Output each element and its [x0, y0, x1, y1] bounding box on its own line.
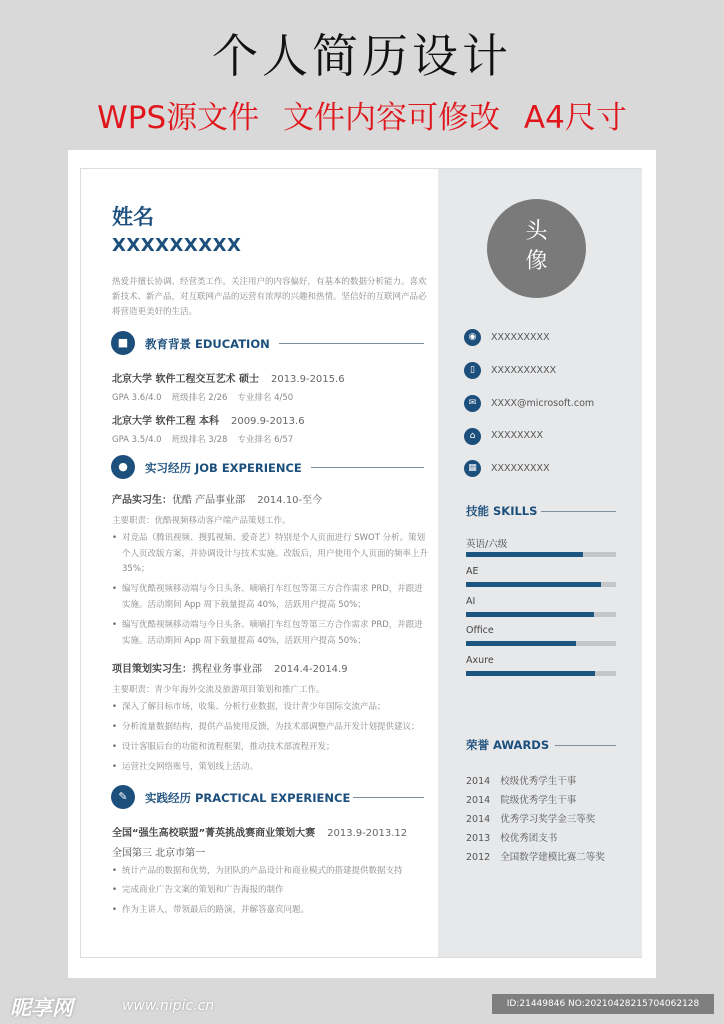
email-icon: ✉	[464, 395, 481, 412]
award-year: 2012	[466, 852, 491, 863]
award-text: 全国数学建模比赛二等奖	[500, 852, 605, 863]
right-column	[438, 169, 642, 957]
skills-divider	[541, 511, 616, 512]
avatar-text-2: 像	[525, 249, 548, 274]
home-icon: ⌂	[464, 428, 481, 445]
contact-phone: XXXXXXXXXX	[491, 365, 557, 376]
award-year: 2014	[466, 814, 491, 825]
practice-bullet: • 完成商业广告文案的策划和广告海报的制作	[112, 883, 430, 899]
skill-bar	[466, 582, 616, 587]
skill-bar-fill	[466, 582, 601, 587]
award-year: 2014	[466, 776, 491, 787]
award-item	[466, 849, 605, 863]
phone-icon: ▯	[464, 362, 481, 379]
job-role: 项目策划实习生：	[112, 664, 192, 675]
resume-name: 姓名	[112, 205, 154, 229]
job-dates: 2014.10-至今	[257, 495, 323, 506]
practice-name: 全国“强生高校联盟”菁英挑战赛商业策划大赛	[112, 828, 316, 839]
job-company: 优酷 产品事业部	[172, 495, 246, 506]
award-item	[466, 792, 576, 806]
person-icon: ●	[111, 455, 135, 479]
job-bullet: • 编写优酷视频移动端与今日头条、嘀嘀打车红包等第三方合作需求 PRD，并跟进实施。活动期间 App 周下载量提高 40%，活跃用户提高 50%；	[112, 582, 430, 613]
watermark-id: ID:21449846 NO:20210428215704062128	[492, 994, 714, 1014]
edu-gpa: GPA 3.6/4.0	[112, 393, 162, 403]
job-entry-1-head	[112, 491, 322, 506]
skill-bar-fill	[466, 552, 583, 557]
location-icon: ◉	[464, 329, 481, 346]
award-text: 校优秀团支书	[500, 833, 558, 844]
skill-label: Axure	[466, 655, 494, 666]
job-bullet: • 深入了解目标市场，收集、分析行业数据，设计青少年国际交流产品；	[112, 700, 430, 716]
resume-sheet	[80, 168, 642, 958]
practice-bullet: • 作为主讲人，带领最后的路演，并解答嘉宾问题。	[112, 903, 430, 919]
banner-subtitle: WPS源文件 文件内容可修改 A4尺寸	[97, 100, 627, 136]
award-text: 校级优秀学生干事	[500, 776, 577, 787]
left-column	[81, 169, 438, 957]
skill-bar	[466, 641, 616, 646]
award-text: 优秀学习奖学金三等奖	[500, 814, 596, 825]
edu-scores-1	[112, 391, 293, 403]
graduation-cap-icon: ■	[111, 331, 135, 355]
awards-title: 荣誉 AWARDS	[466, 738, 550, 752]
education-title: 教育背景 EDUCATION	[145, 337, 270, 351]
contact-home: XXXXXXXX	[491, 430, 544, 441]
award-year: 2013	[466, 833, 491, 844]
edu-school: 北京大学 软件工程交互艺术 硕士	[112, 374, 259, 385]
award-item	[466, 773, 576, 787]
award-text: 院级优秀学生干事	[500, 795, 577, 806]
job-duty: 主要职责：优酷视频移动客户端产品策划工作。	[112, 516, 291, 526]
job-bullet: • 分析流量数据结构，提供产品使用反馈，为技术部调整产品开发计划提供建议；	[112, 720, 430, 736]
skill-label: 英语/六级	[466, 539, 508, 550]
edu-major-rank: 专业排名 4/50	[237, 393, 294, 403]
job-entry-2-head	[112, 660, 348, 675]
edu-scores-2	[112, 433, 293, 445]
education-divider	[279, 343, 424, 344]
job-bullet: • 运营社交网络账号，策划线上活动。	[112, 760, 430, 776]
job-bullet: • 对竞品（腾讯视频、搜狐视频、爱奇艺）特别是个人页面进行 SWOT 分析。策划个人页改版方案，并协调设计与技术实施。改版后，用户使用个人页面的频率上升 35%；	[112, 531, 430, 578]
job-title: 实习经历 JOB EXPERIENCE	[145, 461, 302, 475]
skill-bar-fill	[466, 612, 594, 617]
avatar	[487, 199, 586, 298]
edu-entry-2	[112, 412, 305, 427]
calendar-icon: ▦	[464, 460, 481, 477]
awards-divider	[555, 745, 616, 746]
resume-paper	[68, 150, 656, 978]
practice-title: 实践经历 PRACTICAL EXPERIENCE	[145, 791, 351, 805]
practice-divider	[353, 797, 424, 798]
contact-date: XXXXXXXXX	[491, 463, 550, 474]
practice-head	[112, 824, 407, 839]
skill-bar	[466, 671, 616, 676]
resume-name-sub: XXXXXXXXX	[112, 235, 242, 256]
practice-dates: 2013.9-2013.12	[327, 828, 408, 839]
award-item	[466, 830, 557, 844]
banner-title: 个人简历设计	[212, 29, 512, 83]
skill-bar-fill	[466, 671, 595, 676]
job-duty: 主要职责：青少年海外交流及旅游项目策划和推广工作。	[112, 685, 325, 695]
skill-label: Office	[466, 625, 494, 636]
job-dates: 2014.4-2014.9	[274, 664, 348, 675]
skill-bar	[466, 612, 616, 617]
award-item	[466, 811, 595, 825]
edu-major-rank: 专业排名 6/57	[237, 435, 294, 445]
job-role: 产品实习生：	[112, 495, 172, 506]
skill-bar-fill	[466, 641, 576, 646]
job-company: 携程业务事业部	[192, 664, 262, 675]
avatar-text-1: 头	[525, 219, 548, 244]
edu-rank: 班级排名 3/28	[171, 435, 228, 445]
edu-entry-1	[112, 370, 345, 385]
job-bullet: • 编写优酷视频移动端与今日头条、嘀嘀打车红包等第三方合作需求 PRD，并跟进实施。活动期间 App 周下载量提高 40%，活跃用户提高 50%；	[112, 618, 430, 649]
skill-label: AE	[466, 566, 479, 577]
edu-rank: 班级排名 2/26	[171, 393, 228, 403]
contact-email: XXXX@microsoft.com	[491, 398, 595, 409]
edu-gpa: GPA 3.5/4.0	[112, 435, 162, 445]
practice-icon: ✎	[111, 785, 135, 809]
edu-dates: 2009.9-2013.6	[230, 416, 305, 427]
skills-title: 技能 SKILLS	[466, 504, 538, 518]
skill-label: AI	[466, 596, 476, 607]
watermark-url: www.nipic.cn	[122, 998, 215, 1014]
practice-bullet: • 统计产品的数据和优势，为团队的产品设计和商业模式的搭建提供数据支持	[112, 864, 430, 880]
job-divider	[311, 467, 424, 468]
contact-location: XXXXXXXXX	[491, 332, 550, 343]
watermark-logo: 昵享网	[10, 996, 73, 1020]
award-year: 2014	[466, 795, 491, 806]
skill-bar	[466, 552, 616, 557]
edu-school: 北京大学 软件工程 本科	[112, 416, 219, 427]
job-bullet: • 设计客服后台的功能和流程框架，推动技术部流程开发；	[112, 740, 430, 756]
practice-result: 全国第三 北京市第一	[112, 848, 206, 859]
self-intro: 热爱并擅长协调、经营类工作。关注用户的内容偏好，有基本的数据分析能力。喜欢新技术、新产品，对互联网产品的运营有浓厚的兴趣和热情。坚信好的互联网产品必将营造更美好的生活。	[112, 277, 427, 317]
edu-dates: 2013.9-2015.6	[270, 374, 345, 385]
